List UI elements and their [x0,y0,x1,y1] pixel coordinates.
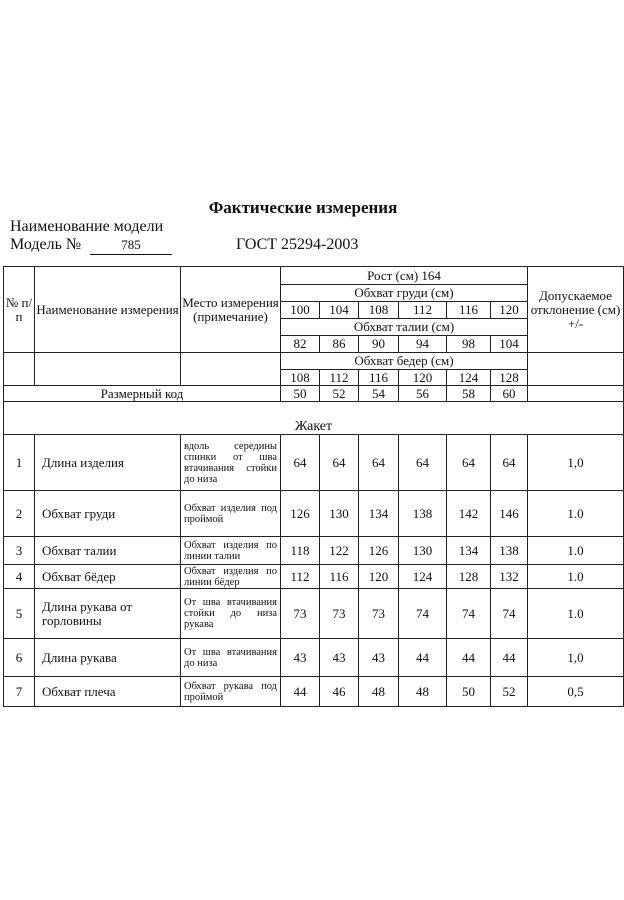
table-row [4,435,624,491]
row-number: 5 [4,589,35,639]
row-name: Обхват плеча [35,677,181,707]
blank-cell [528,386,624,402]
row-value: 126 [281,491,320,537]
blank-cell [181,353,281,386]
row-value: 64 [281,435,320,491]
measurement-rows [4,435,624,707]
row-tolerance: 1.0 [528,491,624,537]
row-value: 64 [320,435,359,491]
size-code-cell: 58 [447,386,491,402]
row-number: 4 [4,565,35,589]
header-tolerance: Допускаемое отклонение (см) +/- [528,267,624,353]
measurements-table [3,266,624,707]
table-row [4,565,624,589]
row-value: 74 [491,589,528,639]
row-note: От шва втачивания стойки до низа рукава [181,589,281,639]
row-value: 73 [320,589,359,639]
table-row [4,639,624,677]
row-value: 73 [281,589,320,639]
row-value: 146 [491,491,528,537]
waist-size-cell: 82 [281,336,320,353]
table-row [4,589,624,639]
hip-size-cell: 128 [491,370,528,386]
row-number: 7 [4,677,35,707]
row-value: 74 [447,589,491,639]
chest-size-cell: 104 [320,302,359,319]
hip-size-cell: 120 [399,370,447,386]
hip-size-cell: 108 [281,370,320,386]
row-value: 64 [491,435,528,491]
row-value: 52 [491,677,528,707]
row-value: 132 [491,565,528,589]
row-note: вдоль середины спинки от шва втачивания стойки до низа [181,435,281,491]
row-note: Обхват изделия по линии бёдер [181,565,281,589]
row-value: 73 [359,589,399,639]
waist-size-cell: 90 [359,336,399,353]
row-note: От шва втачивания до низа [181,639,281,677]
row-value: 118 [281,537,320,565]
chest-size-cell: 108 [359,302,399,319]
row-value: 112 [281,565,320,589]
row-value: 43 [281,639,320,677]
chest-size-cell: 112 [399,302,447,319]
table-row [4,677,624,707]
row-value: 43 [359,639,399,677]
waist-size-cell: 94 [399,336,447,353]
blank-cell [35,353,181,386]
row-value: 126 [359,537,399,565]
row-value: 130 [399,537,447,565]
row-name: Длина рукава от горловины [35,589,181,639]
row-value: 138 [399,491,447,537]
size-code-cell: 50 [281,386,320,402]
row-value: 134 [359,491,399,537]
table-row [4,537,624,565]
section-title: Жакет [4,402,624,435]
blank-cell [528,353,624,386]
row-name: Обхват талии [35,537,181,565]
size-code-cell: 56 [399,386,447,402]
waist-size-cell: 98 [447,336,491,353]
row-value: 44 [399,639,447,677]
row-name: Длина изделия [35,435,181,491]
row-tolerance: 1.0 [528,537,624,565]
header-waist: Обхват талии (см) [281,319,528,336]
header-number: № п/ п [4,267,35,353]
row-name: Обхват груди [35,491,181,537]
row-tolerance: 1.0 [528,589,624,639]
row-value: 44 [447,639,491,677]
size-code-cell: 52 [320,386,359,402]
header-hips: Обхват бедер (см) [281,353,528,370]
header-height: Рост (см) 164 [281,267,528,285]
row-number: 6 [4,639,35,677]
row-value: 116 [320,565,359,589]
header-place: Место измерения (примечание) [181,267,281,353]
row-tolerance: 1,0 [528,639,624,677]
header-chest: Обхват груди (см) [281,285,528,302]
blank-cell [4,353,35,386]
document-title: Фактические измерения [208,198,398,217]
waist-size-cell: 86 [320,336,359,353]
row-value: 48 [399,677,447,707]
hip-size-cell: 116 [359,370,399,386]
row-tolerance: 1.0 [528,565,624,589]
model-number-label: Модель № [10,236,82,253]
row-value: 64 [359,435,399,491]
waist-size-cell: 104 [491,336,528,353]
row-value: 74 [399,589,447,639]
row-tolerance: 1,0 [528,435,624,491]
row-note: Обхват изделия по линии талии [181,537,281,565]
row-value: 120 [359,565,399,589]
header-name: Наименование измерения [35,267,181,353]
row-number: 3 [4,537,35,565]
row-value: 46 [320,677,359,707]
row-value: 48 [359,677,399,707]
row-value: 134 [447,537,491,565]
hip-size-cell: 124 [447,370,491,386]
row-value: 44 [491,639,528,677]
model-name-label: Наименование модели [10,218,164,235]
row-value: 138 [491,537,528,565]
row-tolerance: 0,5 [528,677,624,707]
row-number: 2 [4,491,35,537]
row-value: 50 [447,677,491,707]
row-note: Обхват рукава под проймой [181,677,281,707]
row-value: 128 [447,565,491,589]
row-number: 1 [4,435,35,491]
row-value: 142 [447,491,491,537]
table-row [4,491,624,537]
size-code-label: Размерный код [4,386,281,402]
row-name: Длина рукава [35,639,181,677]
row-value: 43 [320,639,359,677]
row-value: 64 [447,435,491,491]
row-name: Обхват бёдер [35,565,181,589]
size-code-cell: 60 [491,386,528,402]
row-note: Обхват изделия под проймой [181,491,281,537]
standard-label: ГОСТ 25294-2003 [236,236,359,253]
row-value: 122 [320,537,359,565]
row-value: 44 [281,677,320,707]
row-value: 64 [399,435,447,491]
hip-size-cell: 112 [320,370,359,386]
row-value: 130 [320,491,359,537]
chest-size-cell: 120 [491,302,528,319]
model-number-value: 785 [90,236,172,255]
chest-size-cell: 100 [281,302,320,319]
size-code-cell: 54 [359,386,399,402]
row-value: 124 [399,565,447,589]
chest-size-cell: 116 [447,302,491,319]
